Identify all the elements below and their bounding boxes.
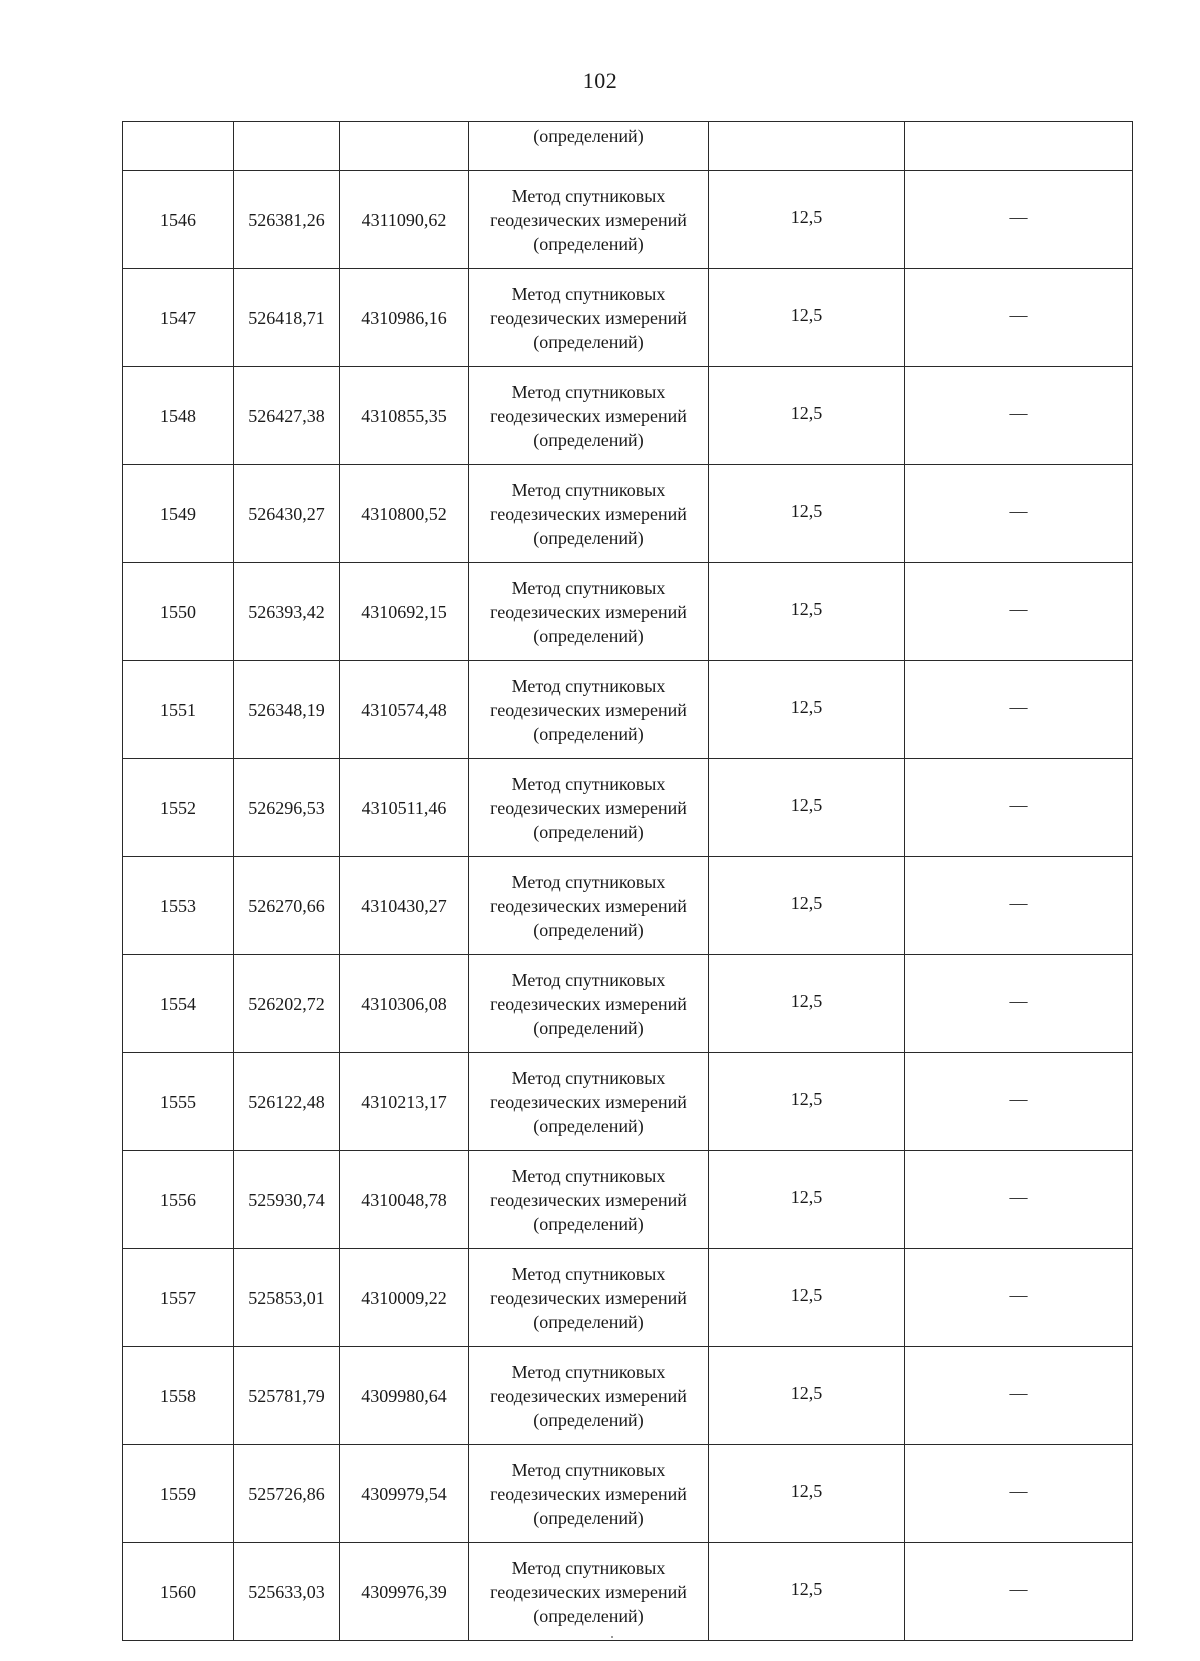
accuracy-cell: 12,5	[709, 857, 905, 955]
method-line: (определений)	[533, 625, 644, 646]
x-coordinate-cell: 525853,01	[234, 1249, 340, 1347]
note-cell: —	[905, 1053, 1133, 1151]
method-line: геодезических измерений	[490, 1189, 687, 1210]
method-cell	[469, 1151, 709, 1249]
method-line: Метод спутниковых	[511, 1459, 666, 1480]
accuracy-cell: 12,5	[709, 367, 905, 465]
y-coordinate-cell: 4310213,17	[340, 1053, 469, 1151]
y-coordinate-cell: 4310048,78	[340, 1151, 469, 1249]
y-coordinate-cell: 4310986,16	[340, 269, 469, 367]
table-row	[123, 465, 1133, 563]
accuracy-cell: 12,5	[709, 1151, 905, 1249]
method-line: геодезических измерений	[490, 405, 687, 426]
continuation-row	[123, 122, 1133, 171]
method-line: геодезических измерений	[490, 307, 687, 328]
table-row	[123, 563, 1133, 661]
y-coordinate-cell: 4310306,08	[340, 955, 469, 1053]
note-cell: —	[905, 563, 1133, 661]
accuracy-cell: 12,5	[709, 269, 905, 367]
method-cell	[469, 171, 709, 269]
method-line: (определений)	[533, 429, 644, 450]
method-cell	[469, 1053, 709, 1151]
accuracy-cell: 12,5	[709, 1347, 905, 1445]
method-line: геодезических измерений	[490, 209, 687, 230]
scan-speck	[611, 1636, 613, 1638]
y-coordinate-cell: 4311090,62	[340, 171, 469, 269]
method-line: геодезических измерений	[490, 1091, 687, 1112]
x-coordinate-cell: 526122,48	[234, 1053, 340, 1151]
method-line: (определений)	[533, 1017, 644, 1038]
y-coordinate-cell: 4309979,54	[340, 1445, 469, 1543]
method-line: геодезических измерений	[490, 601, 687, 622]
note-cell: —	[905, 759, 1133, 857]
method-cell	[469, 661, 709, 759]
accuracy-cell: 12,5	[709, 465, 905, 563]
method-line: (определений)	[533, 1409, 644, 1430]
method-cell	[469, 1249, 709, 1347]
point-number-cell: 1554	[123, 955, 234, 1053]
x-coordinate-cell: 525633,03	[234, 1543, 340, 1641]
method-line: Метод спутниковых	[511, 1165, 666, 1186]
continuation-note-cell	[905, 122, 1133, 171]
accuracy-cell: 12,5	[709, 759, 905, 857]
method-line: Метод спутниковых	[511, 381, 666, 402]
table-row	[123, 171, 1133, 269]
point-number-cell: 1558	[123, 1347, 234, 1445]
coordinates-table	[122, 121, 1133, 1641]
method-line: Метод спутниковых	[511, 185, 666, 206]
method-line: Метод спутниковых	[511, 969, 666, 990]
accuracy-cell: 12,5	[709, 563, 905, 661]
method-cell	[469, 1445, 709, 1543]
note-cell: —	[905, 1249, 1133, 1347]
table-row	[123, 955, 1133, 1053]
method-line: (определений)	[533, 527, 644, 548]
accuracy-cell: 12,5	[709, 1249, 905, 1347]
method-line: (определений)	[533, 1311, 644, 1332]
accuracy-cell: 12,5	[709, 955, 905, 1053]
method-line: геодезических измерений	[490, 993, 687, 1014]
method-cell	[469, 1347, 709, 1445]
continuation-point-cell	[123, 122, 234, 171]
method-line: (определений)	[533, 1213, 644, 1234]
note-cell: —	[905, 269, 1133, 367]
method-cell	[469, 955, 709, 1053]
y-coordinate-cell: 4310430,27	[340, 857, 469, 955]
point-number-cell: 1552	[123, 759, 234, 857]
point-number-cell: 1549	[123, 465, 234, 563]
method-line: (определений)	[533, 919, 644, 940]
method-line: Метод спутниковых	[511, 1067, 666, 1088]
table-row	[123, 1249, 1133, 1347]
method-cell	[469, 367, 709, 465]
x-coordinate-cell: 526296,53	[234, 759, 340, 857]
accuracy-cell: 12,5	[709, 1445, 905, 1543]
method-line: геодезических измерений	[490, 699, 687, 720]
method-line: геодезических измерений	[490, 1483, 687, 1504]
x-coordinate-cell: 526381,26	[234, 171, 340, 269]
table-row	[123, 367, 1133, 465]
table-row	[123, 1347, 1133, 1445]
point-number-cell: 1551	[123, 661, 234, 759]
method-line: Метод спутниковых	[511, 1361, 666, 1382]
x-coordinate-cell: 526270,66	[234, 857, 340, 955]
method-line: Метод спутниковых	[511, 479, 666, 500]
method-line: геодезических измерений	[490, 1385, 687, 1406]
point-number-cell: 1555	[123, 1053, 234, 1151]
continuation-method-cell: (определений)	[469, 122, 709, 171]
note-cell: —	[905, 367, 1133, 465]
point-number-cell: 1547	[123, 269, 234, 367]
method-line: Метод спутниковых	[511, 675, 666, 696]
coordinates-table-body	[123, 122, 1133, 1641]
method-line: геодезических измерений	[490, 1287, 687, 1308]
method-line: геодезических измерений	[490, 797, 687, 818]
point-number-cell: 1553	[123, 857, 234, 955]
y-coordinate-cell: 4309980,64	[340, 1347, 469, 1445]
x-coordinate-cell: 525726,86	[234, 1445, 340, 1543]
table-row	[123, 269, 1133, 367]
method-line: (определений)	[533, 331, 644, 352]
point-number-cell: 1546	[123, 171, 234, 269]
y-coordinate-cell: 4310692,15	[340, 563, 469, 661]
y-coordinate-cell: 4310800,52	[340, 465, 469, 563]
x-coordinate-cell: 526348,19	[234, 661, 340, 759]
point-number-cell: 1556	[123, 1151, 234, 1249]
method-cell	[469, 759, 709, 857]
note-cell: —	[905, 1543, 1133, 1641]
y-coordinate-cell: 4310511,46	[340, 759, 469, 857]
note-cell: —	[905, 171, 1133, 269]
table-row	[123, 759, 1133, 857]
point-number-cell: 1557	[123, 1249, 234, 1347]
continuation-y-cell	[340, 122, 469, 171]
method-line: геодезических измерений	[490, 503, 687, 524]
method-line: Метод спутниковых	[511, 577, 666, 598]
accuracy-cell: 12,5	[709, 661, 905, 759]
note-cell: —	[905, 1347, 1133, 1445]
method-line: (определений)	[533, 233, 644, 254]
table-row	[123, 1543, 1133, 1641]
x-coordinate-cell: 525930,74	[234, 1151, 340, 1249]
method-line: Метод спутниковых	[511, 773, 666, 794]
x-coordinate-cell: 526202,72	[234, 955, 340, 1053]
table-row	[123, 1445, 1133, 1543]
note-cell: —	[905, 465, 1133, 563]
point-number-cell: 1548	[123, 367, 234, 465]
point-number-cell: 1550	[123, 563, 234, 661]
method-line: Метод спутниковых	[511, 1263, 666, 1284]
x-coordinate-cell: 526418,71	[234, 269, 340, 367]
point-number-cell: 1560	[123, 1543, 234, 1641]
note-cell: —	[905, 857, 1133, 955]
method-line: (определений)	[533, 1507, 644, 1528]
method-cell	[469, 1543, 709, 1641]
table-row	[123, 661, 1133, 759]
y-coordinate-cell: 4310574,48	[340, 661, 469, 759]
method-line: (определений)	[533, 1115, 644, 1136]
table-row	[123, 1053, 1133, 1151]
x-coordinate-cell: 526427,38	[234, 367, 340, 465]
accuracy-cell: 12,5	[709, 171, 905, 269]
method-cell	[469, 465, 709, 563]
method-line: (определений)	[533, 1605, 644, 1626]
method-line: (определений)	[533, 821, 644, 842]
method-cell	[469, 563, 709, 661]
method-cell	[469, 269, 709, 367]
note-cell: —	[905, 661, 1133, 759]
method-line: геодезических измерений	[490, 895, 687, 916]
note-cell: —	[905, 955, 1133, 1053]
y-coordinate-cell: 4309976,39	[340, 1543, 469, 1641]
accuracy-cell: 12,5	[709, 1543, 905, 1641]
continuation-x-cell	[234, 122, 340, 171]
note-cell: —	[905, 1445, 1133, 1543]
note-cell: —	[905, 1151, 1133, 1249]
y-coordinate-cell: 4310855,35	[340, 367, 469, 465]
x-coordinate-cell: 525781,79	[234, 1347, 340, 1445]
page-number: 102	[582, 68, 618, 93]
x-coordinate-cell: 526393,42	[234, 563, 340, 661]
accuracy-cell: 12,5	[709, 1053, 905, 1151]
x-coordinate-cell: 526430,27	[234, 465, 340, 563]
method-cell	[469, 857, 709, 955]
table-row	[123, 1151, 1133, 1249]
method-line: (определений)	[533, 723, 644, 744]
method-line: Метод спутниковых	[511, 1557, 666, 1578]
table-row	[123, 857, 1133, 955]
method-line: Метод спутниковых	[511, 283, 666, 304]
method-line: Метод спутниковых	[511, 871, 666, 892]
continuation-accuracy-cell	[709, 122, 905, 171]
y-coordinate-cell: 4310009,22	[340, 1249, 469, 1347]
point-number-cell: 1559	[123, 1445, 234, 1543]
method-line: геодезических измерений	[490, 1581, 687, 1602]
